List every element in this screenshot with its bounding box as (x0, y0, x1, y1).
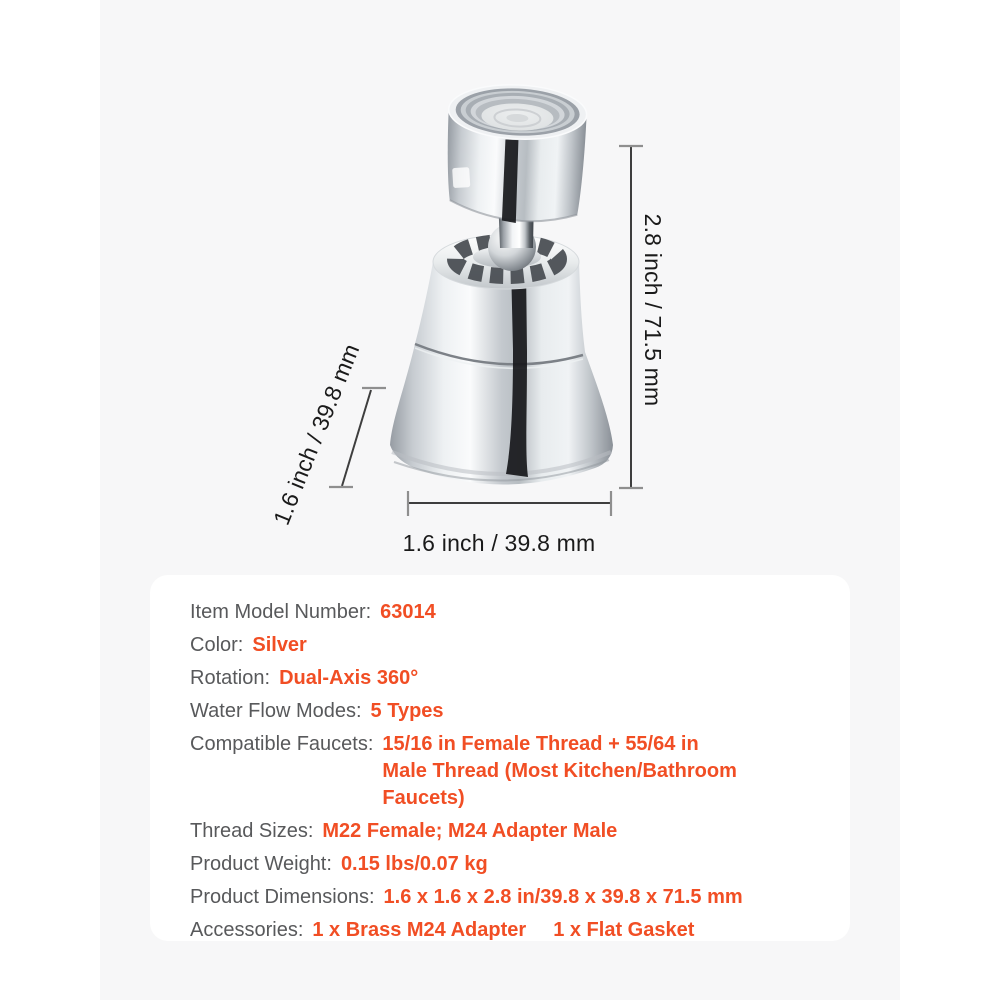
depth-dimension-label: 1.6 inch / 39.8 mm (268, 340, 365, 529)
spec-row-product-dimensions (190, 884, 812, 911)
depth-dimension (268, 340, 386, 529)
spec-value-line-2: Male Thread (Most Kitchen/Bathroom Faucets) (382, 760, 737, 809)
spec-value: 1.6 x 1.6 x 2.8 in/39.8 x 39.8 x 71.5 mm (383, 886, 743, 908)
spec-row-color (190, 632, 812, 659)
spec-row-thread-sizes (190, 818, 812, 845)
spec-label: Product Weight: (190, 853, 332, 875)
height-dimension-label: 2.8 inch / 71.5 mm (639, 213, 666, 407)
spec-value-accessory-2: 1 x Flat Gasket (553, 919, 695, 941)
spec-label: Item Model Number: (190, 601, 372, 623)
spec-label: Accessories: (190, 919, 304, 941)
spec-value (382, 731, 812, 812)
spec-value: Silver (252, 634, 307, 656)
spec-label: Water Flow Modes: (190, 700, 362, 722)
spec-label: Compatible Faucets: (190, 733, 374, 755)
spec-row-model-number (190, 599, 812, 626)
spec-panel (150, 575, 850, 941)
spec-value: Dual-Axis 360° (279, 667, 419, 689)
faucet-aerator-product (390, 82, 613, 484)
spec-value-line-1: 15/16 in Female Thread + 55/64 in (382, 733, 699, 755)
depth-dimension-line (342, 390, 371, 486)
aerator-cone-body (390, 262, 613, 485)
spec-row-product-weight (190, 851, 812, 878)
width-dimension (403, 491, 611, 556)
spec-label: Thread Sizes: (190, 820, 314, 842)
spec-row-compatible-faucets (190, 731, 812, 812)
spec-label: Rotation: (190, 667, 271, 689)
spec-row-water-flow-modes (190, 698, 812, 725)
spec-label: Product Dimensions: (190, 886, 375, 908)
spec-label: Color: (190, 634, 244, 656)
spec-value: 63014 (380, 601, 436, 623)
width-dimension-label: 1.6 inch / 39.8 mm (402, 530, 596, 556)
spec-value: 5 Types (370, 700, 444, 722)
spec-value-accessory-1: 1 x Brass M24 Adapter (312, 919, 527, 941)
spec-row-accessories (190, 917, 812, 944)
height-dimension (619, 146, 666, 488)
spec-value: M22 Female; M24 Adapter Male (322, 820, 618, 842)
aerator-head (444, 82, 588, 226)
spec-value: 0.15 lbs/0.07 kg (340, 853, 488, 875)
head-highlight-patch (452, 167, 470, 188)
spec-row-rotation (190, 665, 812, 692)
